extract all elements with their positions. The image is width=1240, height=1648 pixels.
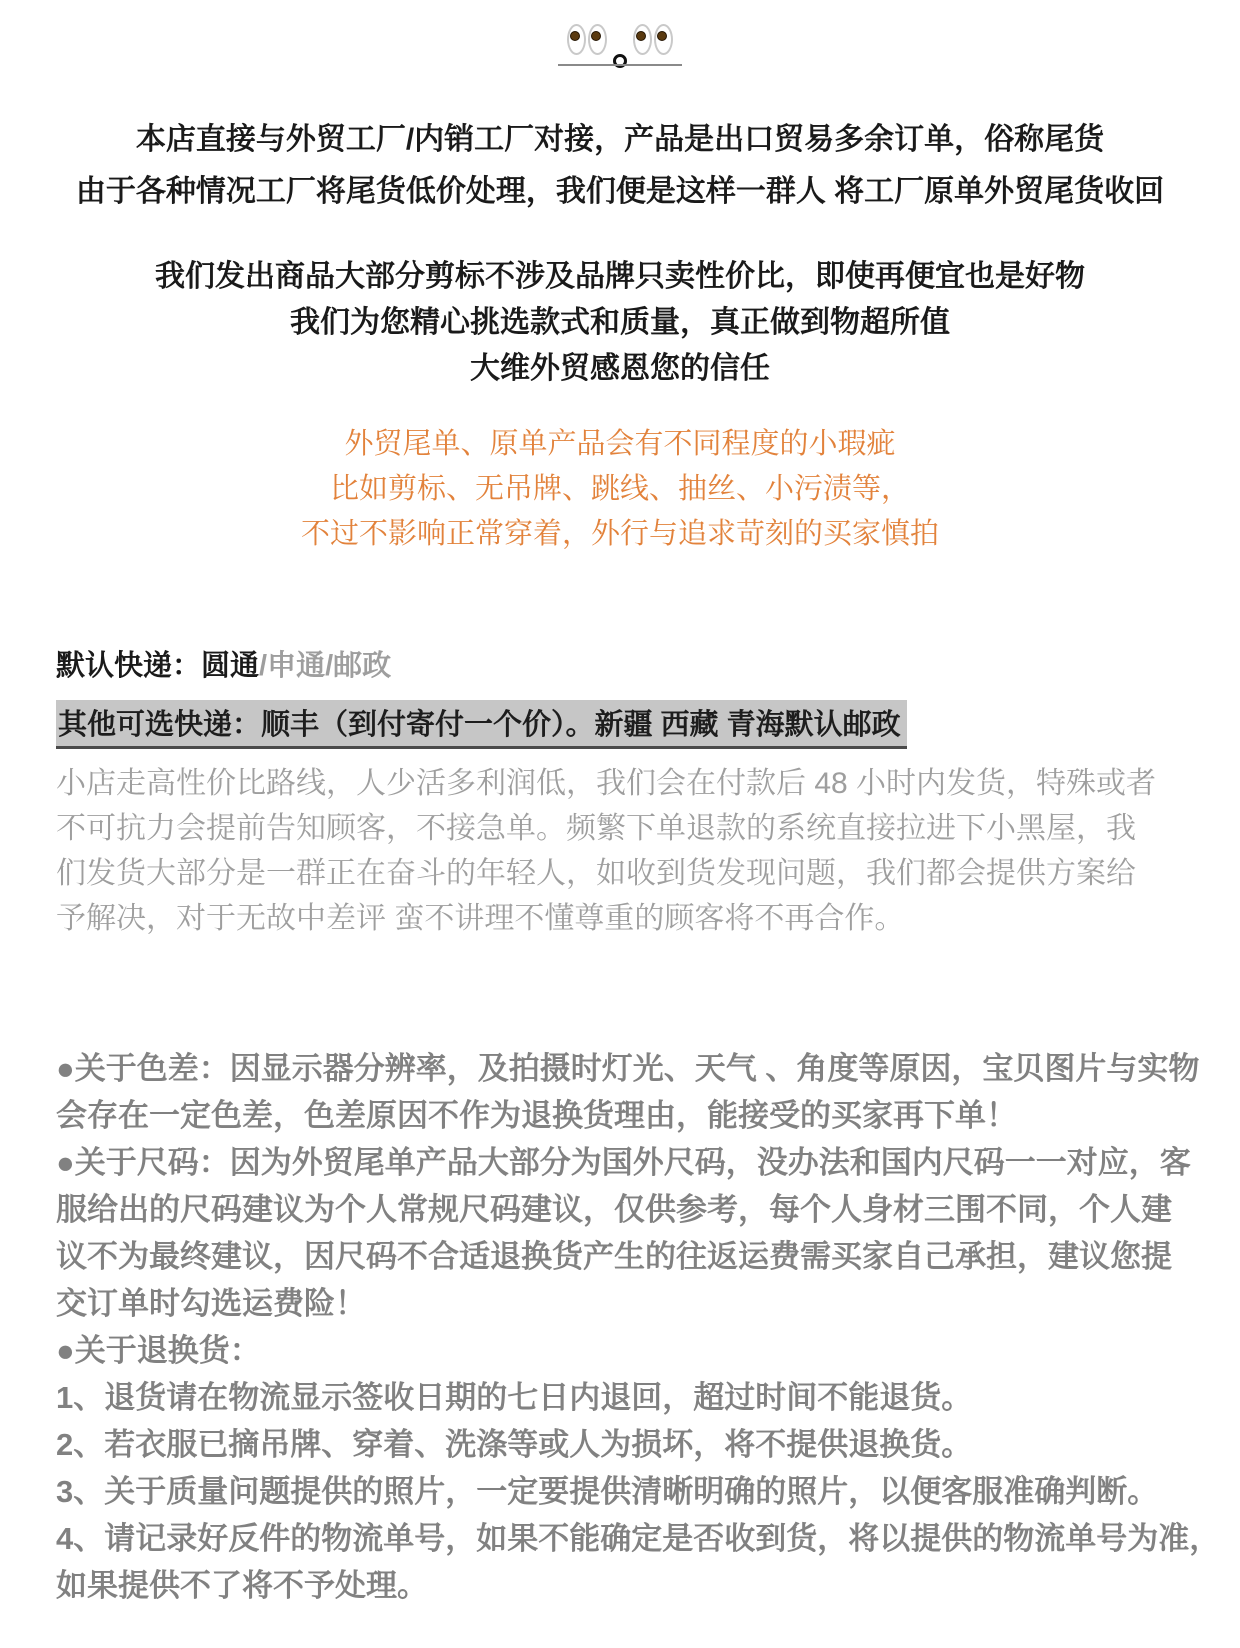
note-returns-item: 如果提供不了将不予处理。	[56, 1568, 428, 1603]
note-returns-heading: ●关于退换货：	[56, 1333, 261, 1368]
default-courier-label: 默认快递：圆通	[56, 650, 260, 682]
eye-icon	[633, 24, 652, 55]
policy-line: 小店走高性价比路线，人少活多利润低，我们会在付款后 48 小时内发货，特殊或者	[56, 767, 1157, 800]
notes-section	[0, 1045, 1240, 1609]
intro-paragraph	[0, 114, 1240, 218]
note-sizing-line: ●关于尺码：因为外贸尾单产品大部分为国外尺码，没办法和国内尺码一一对应，客	[56, 1145, 1191, 1180]
policy-line: 予解决，对于无故中差评 蛮不讲理不懂尊重的顾客将不再合作。	[56, 902, 905, 935]
intro-line: 本店直接与外贸工厂/内销工厂对接，产品是出口贸易多余订单，俗称尾货	[135, 123, 1105, 156]
flaw-line: 不过不影响正常穿着，外行与追求苛刻的买家慎拍	[300, 518, 939, 550]
eyes-icon	[633, 24, 673, 55]
eye-icon	[567, 24, 586, 55]
note-sizing-line: 议不为最终建议，因尺码不合适退换货产生的往返运费需买家自己承担，建议您提	[56, 1239, 1172, 1274]
alt-courier-highlight: 其他可选快递：顺丰（到付寄付一个价）。新疆 西藏 青海默认邮政	[56, 700, 907, 749]
note-returns-item: 3、关于质量问题提供的照片，一定要提供清晰明确的照片，以便客服准确判断。	[56, 1474, 1159, 1509]
value-line: 我们为您精心挑选款式和质量，真正做到物超所值	[290, 306, 950, 339]
flaw-line: 比如剪标、无吊牌、跳线、抽丝、小污渍等，	[329, 473, 910, 505]
eyes-icon	[567, 24, 607, 55]
policy-line: 们发货大部分是一群正在奋斗的年轻人，如收到货发现问题，我们都会提供方案给	[56, 857, 1136, 890]
value-paragraph	[0, 254, 1240, 392]
default-courier-alternatives: /申通/邮政	[259, 650, 392, 682]
flaw-warning-paragraph	[0, 422, 1240, 557]
value-line: 大维外贸感恩您的信任	[470, 352, 770, 385]
intro-line: 由于各种情况工厂将尾货低价处理，我们便是这样一群人 将工厂原单外贸尾货收回	[75, 175, 1165, 208]
alt-courier-line	[56, 700, 1240, 749]
shipping-info	[0, 643, 1240, 749]
flaw-line: 外贸尾单、原单产品会有不同程度的小瑕疵	[344, 428, 896, 460]
eye-icon	[588, 24, 607, 55]
value-line: 我们发出商品大部分剪标不涉及品牌只卖性价比，即使再便宜也是好物	[155, 260, 1085, 293]
note-returns-item: 4、请记录好反件的物流单号，如果不能确定是否收到货，将以提供的物流单号为准，	[56, 1521, 1221, 1556]
note-returns-item: 2、若衣服已摘吊牌、穿着、洗涤等或人为损坏，将不提供退换货。	[56, 1427, 973, 1462]
note-color-difference-line: ●关于色差：因显示器分辨率，及拍摄时灯光、天气 、角度等原因，宝贝图片与实物	[56, 1051, 1200, 1086]
note-returns-item: 1、退货请在物流显示签收日期的七日内退回，超过时间不能退货。	[56, 1380, 973, 1415]
eyes-decoration	[560, 24, 680, 66]
note-sizing-line: 交订单时勾选运费险！	[56, 1286, 366, 1321]
store-policy-paragraph	[0, 761, 1240, 941]
note-color-difference-line: 会存在一定色差，色差原因不作为退换货理由，能接受的买家再下单！	[56, 1098, 1017, 1133]
policy-line: 不可抗力会提前告知顾客，不接急单。频繁下单退款的系统直接拉进下小黑屋，我	[56, 812, 1136, 845]
underline-divider	[558, 64, 682, 66]
eye-icon	[654, 24, 673, 55]
note-sizing-line: 服给出的尺码建议为个人常规尺码建议，仅供参考，每个人身材三围不同，个人建	[56, 1192, 1172, 1227]
default-courier-line	[56, 643, 1240, 684]
